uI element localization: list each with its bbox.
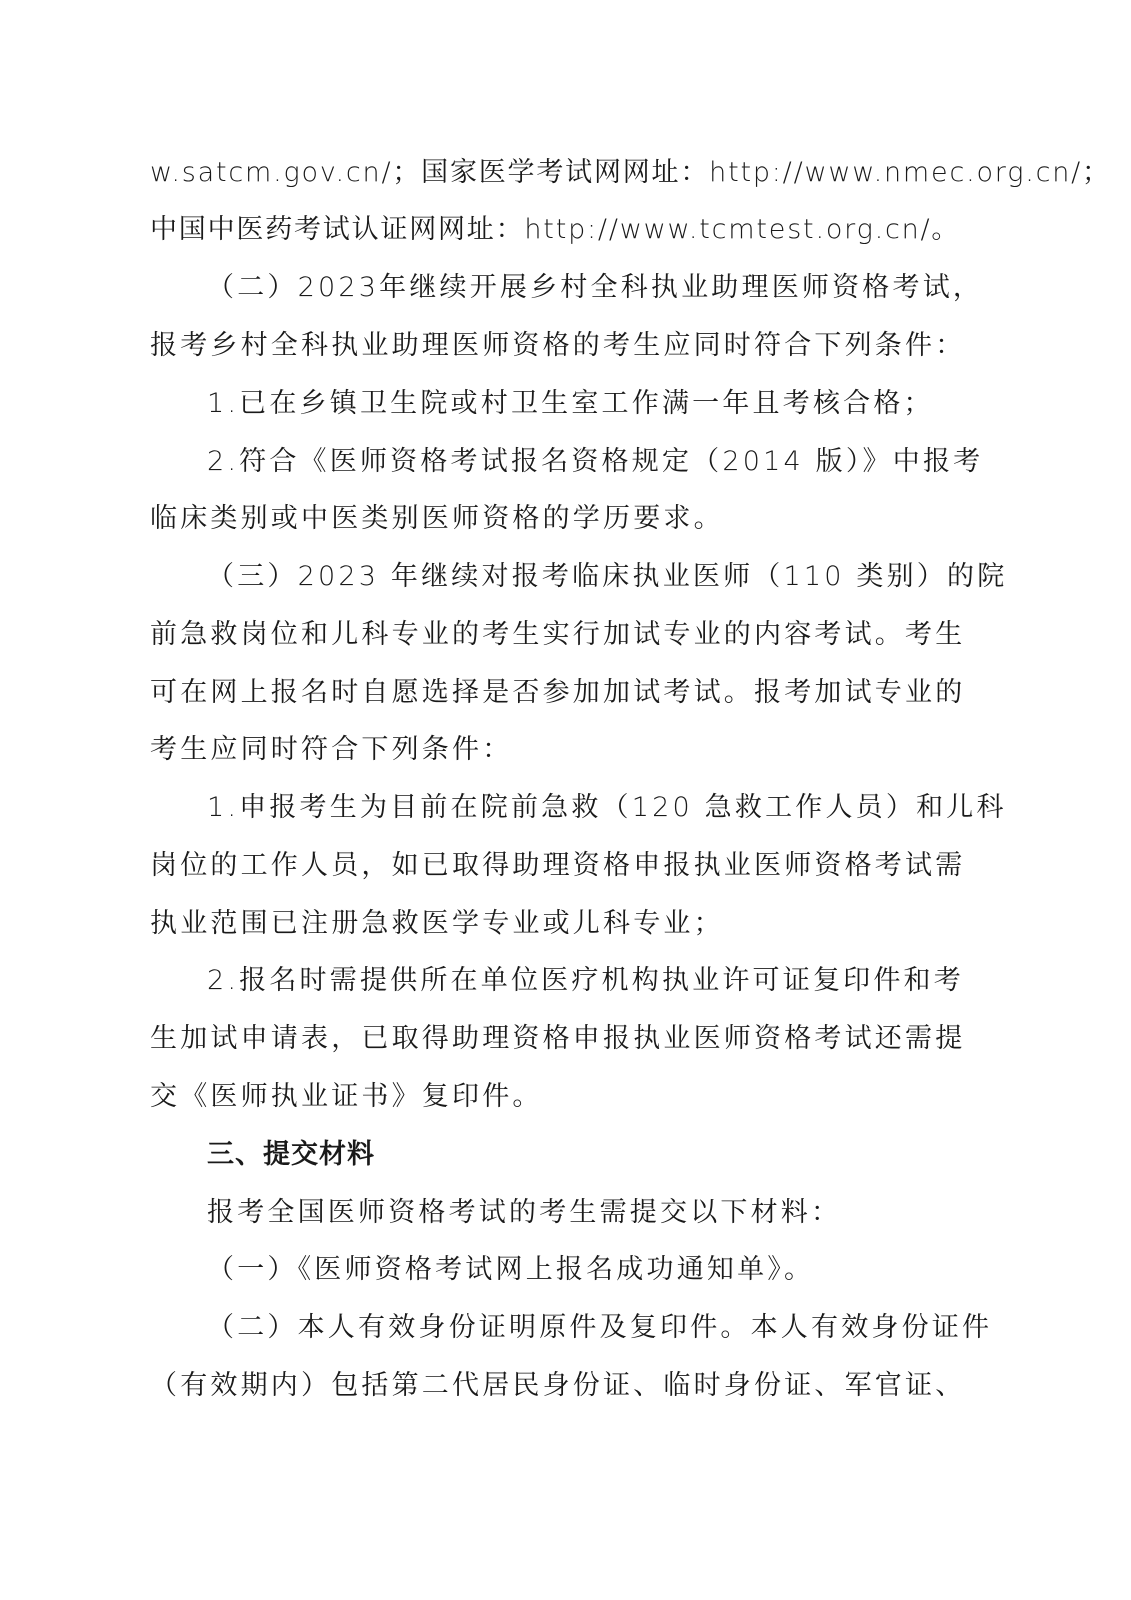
material-item-1: （一）《医师资格考试网上报名成功通知单》。 xyxy=(207,1254,815,1285)
condition-2-line-2: 临床类别或中医类别医师资格的学历要求。 xyxy=(150,503,724,534)
material-item-2-line-2: （有效期内）包括第二代居民身份证、临时身份证、军官证、 xyxy=(150,1370,966,1401)
text-line-urls-1: w.satcm.gov.cn/；国家医学考试网网址：http://www.nmec.org.cn/； xyxy=(150,157,1111,188)
paragraph-3-line-3: 可在网上报名时自愿选择是否参加加试考试。报考加试专业的 xyxy=(150,677,966,708)
extra-condition-2-line-1: 2.报名时需提供所在单位医疗机构执业许可证复印件和考 xyxy=(207,965,964,996)
materials-intro: 报考全国医师资格考试的考生需提交以下材料： xyxy=(207,1197,842,1228)
section-heading-materials: 三、提交材料 xyxy=(207,1139,375,1170)
paragraph-3-line-1: （三）2023 年继续对报考临床执业医师（110 类别）的院 xyxy=(207,561,1008,592)
condition-1: 1.已在乡镇卫生院或村卫生室工作满一年且考核合格； xyxy=(207,388,934,419)
material-item-2-line-1: （二）本人有效身份证明原件及复印件。本人有效身份证件 xyxy=(207,1312,993,1343)
paragraph-2-line-2: 报考乡村全科执业助理医师资格的考生应同时符合下列条件： xyxy=(150,330,966,361)
paragraph-2-line-1: （二）2023年继续开展乡村全科执业助理医师资格考试， xyxy=(207,272,984,303)
extra-condition-2-line-3: 交《医师执业证书》复印件。 xyxy=(150,1081,543,1112)
extra-condition-2-line-2: 生加试申请表，已取得助理资格申报执业医师资格考试还需提 xyxy=(150,1023,966,1054)
extra-condition-1-line-2: 岗位的工作人员，如已取得助理资格申报执业医师资格考试需 xyxy=(150,850,966,881)
condition-2-line-1: 2.符合《医师资格考试报名资格规定（2014 版）》中报考 xyxy=(207,446,984,477)
paragraph-3-line-4: 考生应同时符合下列条件： xyxy=(150,734,513,765)
text-line-urls-2: 中国中医药考试认证网网址：http://www.tcmtest.org.cn/。 xyxy=(150,214,961,245)
extra-condition-1-line-1: 1.申报考生为目前在院前急救（120 急救工作人员）和儿科 xyxy=(207,792,1007,823)
extra-condition-1-line-3: 执业范围已注册急救医学专业或儿科专业； xyxy=(150,908,724,939)
paragraph-3-line-2: 前急救岗位和儿科专业的考生实行加试专业的内容考试。考生 xyxy=(150,619,966,650)
